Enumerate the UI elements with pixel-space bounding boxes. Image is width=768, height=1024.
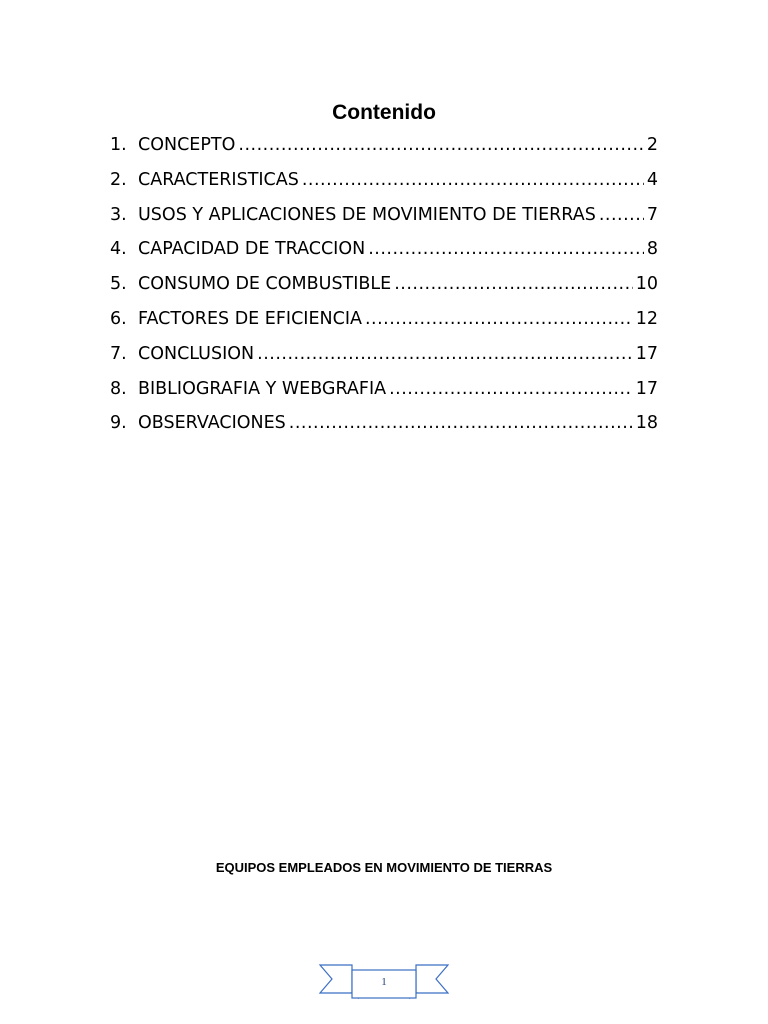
toc-dot-leader [394,267,633,302]
toc-entry[interactable] [110,337,658,372]
toc-entry-title: CONCLUSION [138,343,255,364]
toc-entry-number: 2. [110,169,127,190]
toc-entry-title: BIBLIOGRAFIA Y WEBGRAFIA [138,378,387,399]
page-number-badge [318,962,450,1000]
toc-entry[interactable] [110,267,658,302]
toc-entry-page: 10 [635,274,658,295]
toc-entry[interactable] [110,128,658,163]
toc-entry-page: 4 [646,169,658,190]
toc-entry-number: 1. [110,135,127,155]
toc-dot-leader [368,232,644,267]
toc-dot-leader [365,302,633,337]
toc-entry-number: 5. [110,274,127,295]
toc-entry-page: 8 [646,239,658,260]
toc-entry-title: CARACTERISTICAS [138,169,299,190]
toc-entry-page: 2 [646,135,658,155]
toc-entry-title: FACTORES DE EFICIENCIA [138,308,362,329]
toc-entry-number: 4. [110,239,127,260]
toc-dot-leader [599,198,644,233]
toc-dot-leader [289,406,633,441]
toc-entry-title: CONCEPTO [138,135,236,155]
footer-title: EQUIPOS EMPLEADOS EN MOVIMIENTO DE TIERRAS [215,860,553,875]
toc-entry-number: 3. [110,204,127,225]
toc-entry[interactable] [110,232,658,267]
toc-entry-page: 18 [635,413,658,434]
toc-entry-page: 7 [646,204,658,225]
toc-entry-page: 17 [635,343,658,364]
toc-dot-leader [257,337,633,372]
toc-entry-page: 12 [635,308,658,329]
toc-entry-number: 6. [110,308,127,329]
toc-entry[interactable] [110,198,658,233]
toc-entry-title: CAPACIDAD DE TRACCION [138,239,366,260]
toc-entry-title: CONSUMO DE COMBUSTIBLE [138,274,392,295]
toc-entry[interactable] [110,372,658,407]
toc-dot-leader [238,128,643,163]
toc-dot-leader [302,163,644,198]
toc-entry-number: 8. [110,378,127,399]
toc-entry[interactable] [110,406,658,441]
toc-entry-number: 9. [110,413,127,434]
toc-dot-leader [389,372,633,407]
toc-entry[interactable] [110,302,658,337]
toc-entry[interactable] [110,163,658,198]
toc-title: Contenido [332,101,436,124]
page-number: 1 [381,976,387,988]
toc-entry-title: OBSERVACIONES [138,413,286,434]
toc-entry-page: 17 [635,378,658,399]
table-of-contents [110,128,658,441]
toc-entry-title: USOS Y APLICACIONES DE MOVIMIENTO DE TIERRAS [138,204,596,225]
toc-entry-number: 7. [110,343,127,364]
